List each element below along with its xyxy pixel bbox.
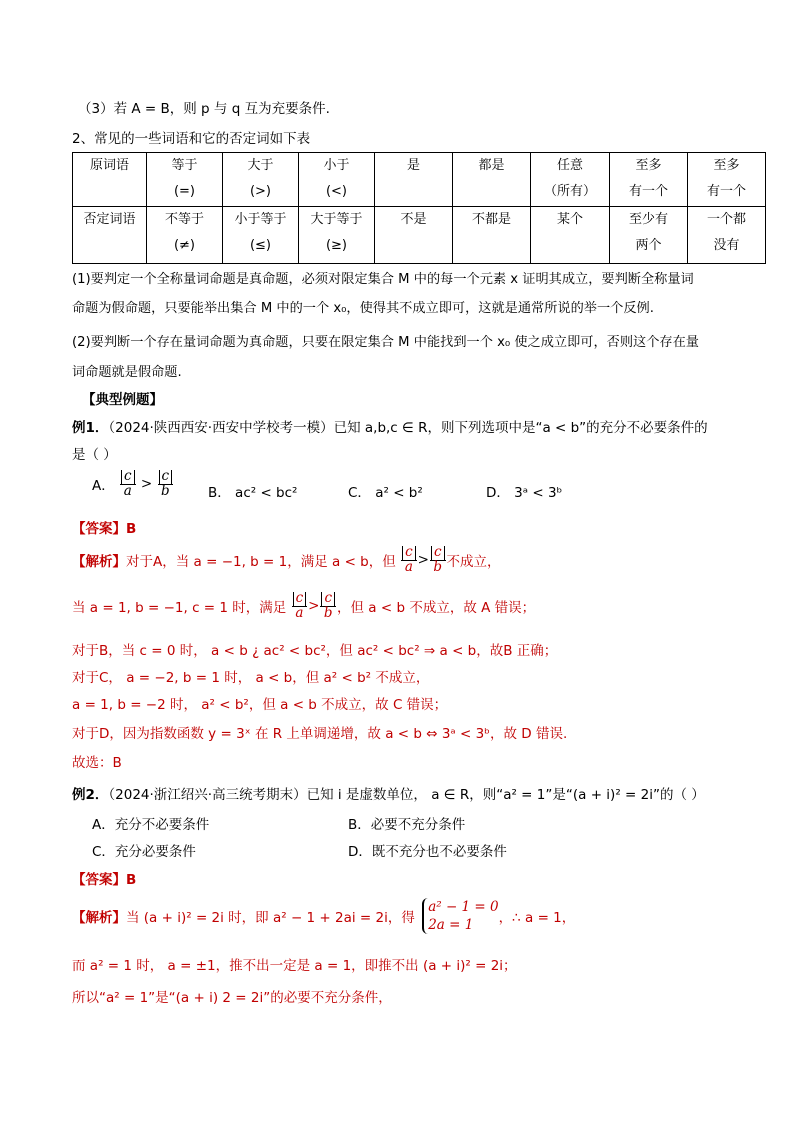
note-1-line-a: (1)要判定一个全称量词命题是真命题，必须对限定集合 M 中的每一个元素 x 证明其成立，要判断全称量词 [72, 272, 694, 287]
example-2-solution-line-1: 【解析】当 (a + i)² = 2i 时，即 a² − 1 + 2ai = 2i，得 a² − 1 = 0 2a = 1 ，∴ a = 1， [72, 899, 576, 933]
example-1-solution-line-4: 对于C， a = −2, b = 1 时， a < b，但 a² < b² 不成立， [72, 670, 430, 686]
section-title: 【典型例题】 [82, 392, 163, 408]
table-cell: 某个 [531, 207, 610, 264]
table-cell: 小于 (<) [299, 153, 375, 207]
example-1-option-d: D． 3ᵃ < 3ᵇ [486, 485, 563, 501]
table-row-negation [73, 207, 766, 264]
table-cell: 至少有 两个 [610, 207, 688, 264]
table-cell: 大于 (>) [223, 153, 299, 207]
example-2-option-b: B．必要不充分条件 [348, 817, 466, 833]
table-cell: 是 [375, 153, 453, 207]
example-2-solution-line-2: 而 a² = 1 时， a = ±1，推不出一定是 a = 1，即推不出 (a + i)² = 2i； [72, 958, 517, 974]
table-cell: 等于 (=) [147, 153, 223, 207]
table-cell: 都是 [453, 153, 531, 207]
example-1-solution-line-6: 对于D，因为指数函数 y = 3ˣ 在 R 上单调递增，故 a < b ⇔ 3ᵃ < 3ᵇ，故 D 错误. [72, 726, 568, 742]
example-2-option-d: D．既不充分也不必要条件 [348, 844, 507, 860]
example-1-option-c: C． a² < b² [348, 485, 423, 501]
table-cell: 小于等于 (≤) [223, 207, 299, 264]
example-2-answer: 【答案】B [72, 872, 137, 888]
table-cell: 原词语 [73, 153, 147, 207]
example-2-option-a: A．充分不必要条件 [92, 817, 210, 833]
table-cell: 至多 有一个 [610, 153, 688, 207]
example-1-solution-line-3: 对于B，当 c = 0 时， a < b ¿ ac² < bc²，但 ac² < bc² ⇒ a < b，故B 正确； [72, 643, 558, 659]
note-1-line-b: 命题为假命题，只要能举出集合 M 中的一个 x₀，使得其不成立即可，这就是通常所说的举一个反例. [72, 301, 654, 316]
example-1-stem-b: 是（ ） [72, 447, 117, 463]
table-cell: 否定词语 [73, 207, 147, 264]
example-1-solution-line-1: 【解析】对于A，当 a = −1, b = 1，满足 a < b，但 $\frac{c}{a}$ > $\frac{c}{b}$ 不成立， [72, 544, 501, 575]
example-1-option-a: A． $\frac{c}{a}$ > $\frac{c}{b}$ [92, 470, 174, 498]
table-cell: 任意 （所有） [531, 153, 610, 207]
example-2-solution-line-3: 所以“a² = 1”是“(a + i) 2 = 2i”的必要不充分条件， [72, 990, 392, 1006]
table-heading: 2、常见的一些词语和它的否定词如下表 [72, 131, 311, 147]
equation-system: a² − 1 = 0 2a = 1 [422, 898, 498, 934]
example-1-solution-line-2: 当 a = 1, b = −1, c = 1 时，满足 $\frac{c}{a}$ > $\frac{c}{b}$ ，但 a < b 不成立，故 A 错误； [72, 590, 536, 621]
table-cell: 至多 有一个 [688, 153, 766, 207]
table-cell: 不是 [375, 207, 453, 264]
example-1-option-b: B． ac² < bc² [208, 485, 298, 501]
example-1-solution-line-5: a = 1, b = −2 时， a² < b²，但 a < b 不成立，故 C 错误； [72, 697, 448, 713]
example-1-answer: 【答案】B [72, 521, 137, 537]
condition-3-line: （3）若 A = B，则 p 与 q 互为充要条件. [78, 101, 330, 117]
example-2-stem: 例2．（2024·浙江绍兴·高三统考期末）已知 i 是虚数单位， a ∈ R，则“a² = 1”是“(a + i)² = 2i”的（ ） [72, 787, 705, 803]
note-2-line-b: 词命题就是假命题. [72, 365, 182, 380]
table-cell: 大于等于 (≥) [299, 207, 375, 264]
negation-words-table [72, 152, 766, 264]
example-1-solution-line-7: 故选：B [72, 755, 122, 771]
table-row-original [73, 153, 766, 207]
table-cell: 不都是 [453, 207, 531, 264]
table-cell: 不等于 (≠) [147, 207, 223, 264]
note-2-line-a: (2)要判断一个存在量词命题为真命题，只要在限定集合 M 中能找到一个 x₀ 使之成立即可，否则这个存在量 [72, 335, 699, 350]
table-cell: 一个都 没有 [688, 207, 766, 264]
example-1-stem-a: 例1．（2024·陕西西安·西安中学校考一模）已知 a,b,c ∈ R，则下列选项中是“a < b”的充分不必要条件的 [72, 420, 708, 436]
example-2-option-c: C．充分必要条件 [92, 844, 196, 860]
